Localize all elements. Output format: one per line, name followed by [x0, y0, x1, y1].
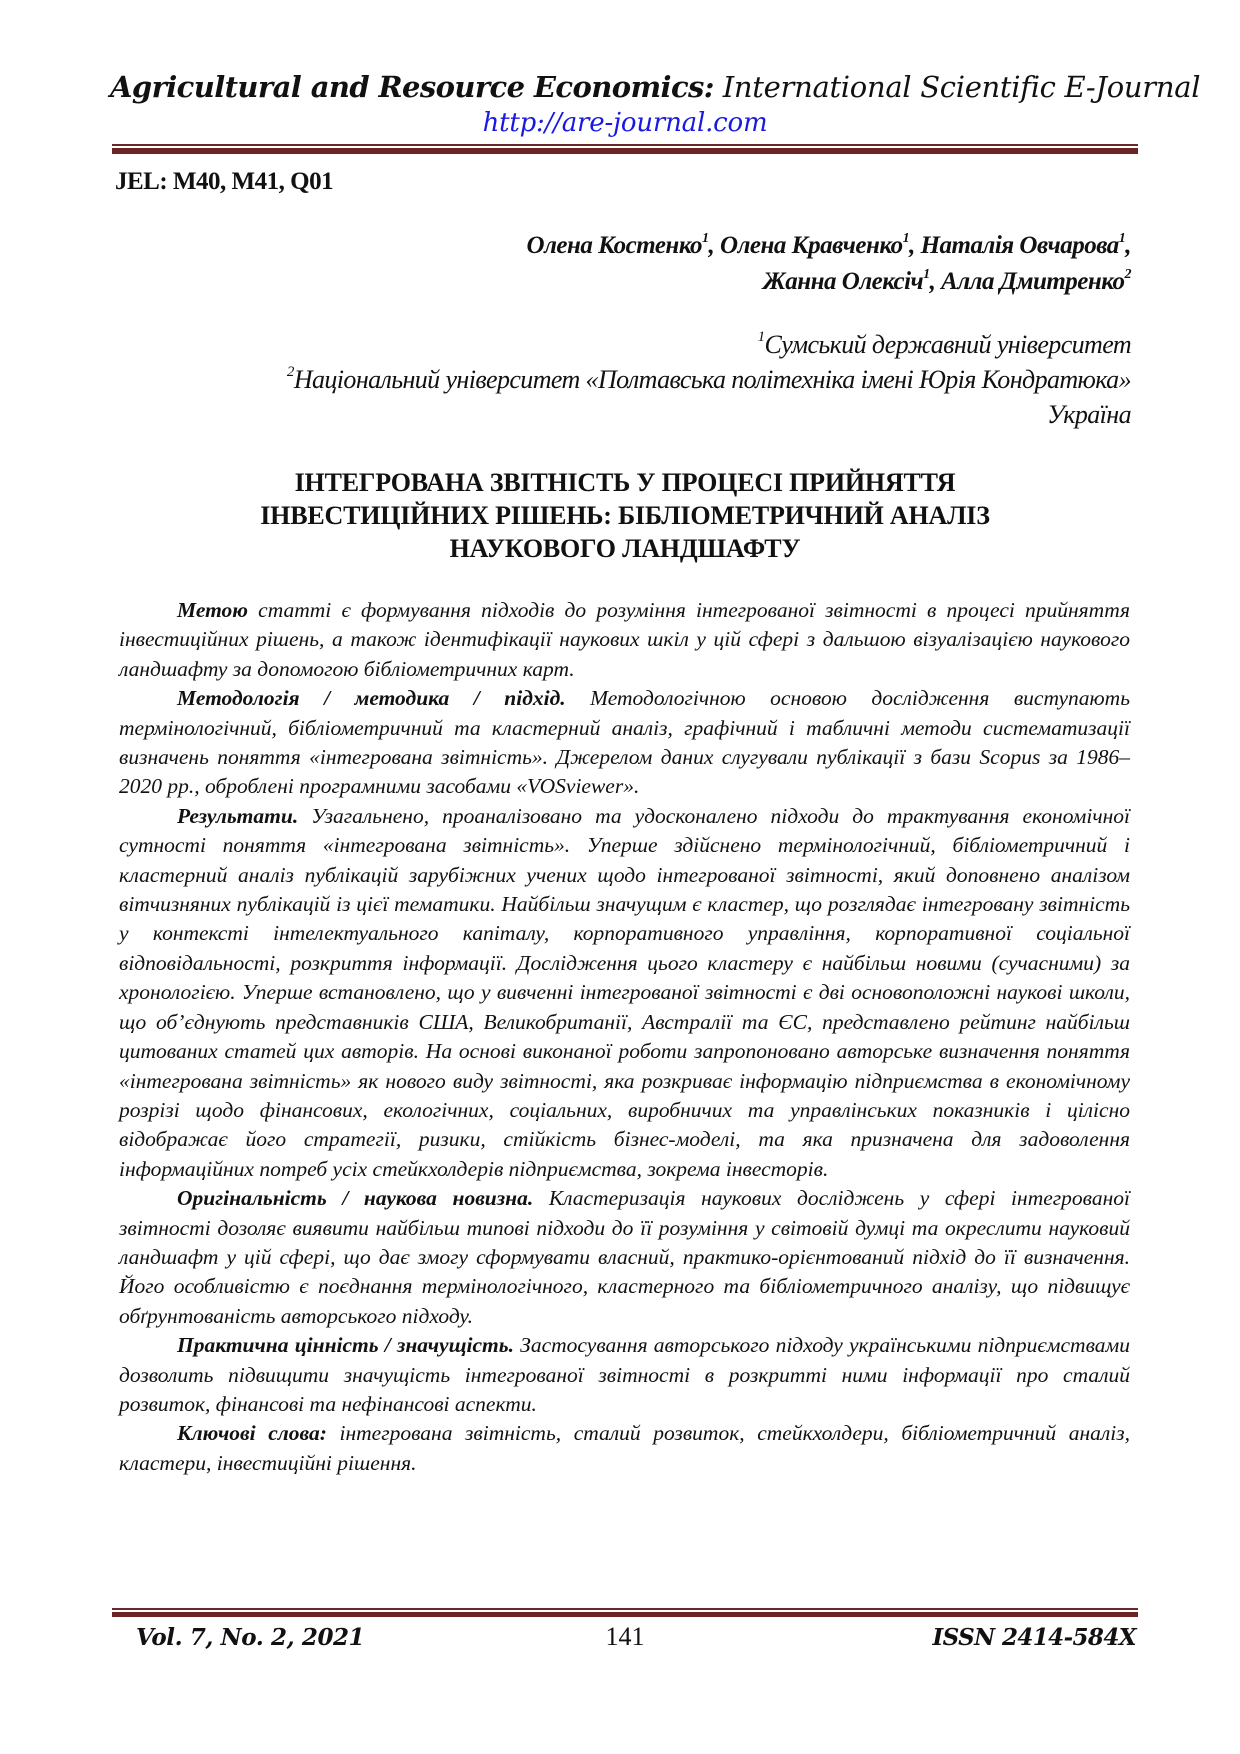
author-name: Наталія Овчарова	[920, 232, 1119, 259]
author-line-2: Жанна Олексіч$^1$, Алла Дмитренко$^2$	[762, 266, 1131, 295]
author-line-1: Олена Костенко$^1$, Олена Кравченко$^1$, Наталія Овчарова$^1$,	[526, 230, 1131, 259]
article-title: ІНТЕГРОВАНА ЗВІТНІСТЬ У ПРОЦЕСІ ПРИЙНЯТТЯ ІНВЕСТИЦІЙНИХ РІШЕНЬ: БІБЛІОМЕТРИЧНИЙ АНАЛІЗ НАУКОВОГО ЛАНДШАФТУ	[260, 468, 990, 563]
footer-volume: Vol. 7, No. 2, 2021	[136, 1624, 365, 1651]
author-affiliation-mark: 1	[923, 266, 930, 282]
author-affiliation-mark: 1	[1118, 230, 1126, 246]
journal-header	[110, 68, 1201, 140]
abstract-methodology: Методологія / методика / підхід. Методологічною основою дослідження виступають термінологічний, бібліометричний та кластерний аналіз, графічний і табличні методи систематизації визначень поняття «інтегрована звітність». Джерелом даних слугували публікації з бази Scopus за 1986–2020 рр., оброблені програмними засобами «VOSviewer».	[119, 686, 1130, 799]
journal-title-line	[110, 68, 1201, 106]
affiliation-2: $^2$Національний університет «Полтавська політехніка імені Юрія Кондратюка»	[286, 364, 1131, 394]
author-affiliation-mark: 1	[902, 230, 910, 246]
affiliation-country: Україна	[1047, 400, 1131, 429]
abstract-results: Результати. Узагальнено, проаналізовано та удосконалено підходи до трактування економічної сутності поняття «інтегрована звітність». Уперше здійснено термінологічний, бібліометричний і кластерний аналіз публікацій зарубіжних учених щодо інтегрованої звітності, який доповнено аналізом вітчизняних публікацій із цієї тематики. Найбільш значущим є кластер, що розглядає інтегровану звітність у контексті інтелектуального капіталу, корпоративного управління, корпоративної соціальної відповідальності, розкриття інформації. Дослідження цього кластеру є найбільш новими (сучасними) за хронологією. Уперше встановлено, що у вивченні інтегрованої звітності є дві основоположні наукові школи, що об’єднують представників США, Великобританії, Австралії та ЄС, представлено рейтинг найбільш цитованих статей цих авторів. На основі виконаної роботи запропоновано авторське визначення поняття «інтегрована звітність» як нового виду звітності, яка розкриває інформацію підприємства в економічному розрізі щодо фінансових, екологічних, соціальних, виробничих та управлінських показників і цілісно відображає його стратегії, ризики, стійкість бізнес-моделі, та яка призначена для задоволення інформаційних потреб усіх стейкхолдерів підприємства, зокрема інвесторів.	[119, 803, 1130, 1181]
section-label: Ключові слова:	[177, 1421, 327, 1446]
journal-url-link[interactable]: http://are-journal.com	[482, 108, 768, 138]
abstract-originality: Оригінальність / наукова новизна. Кластеризація наукових досліджень у сфері інтегрованої звітності дозоляє виявити найбільш типові підходи до її розуміння у світовій думці та окреслити науковий ландшафт у цій сфері, що дає змогу сформувати власний, практико-орієнтований підхід до її визначення. Його особливістю є поєднання термінологічного, кластерного та бібліометричного аналізу, що підвищує обґрунтованість авторського підходу.	[119, 1186, 1130, 1328]
journal-name: Agricultural and Resource Economics:	[110, 70, 714, 104]
section-label: Методологія / методика / підхід.	[177, 686, 566, 711]
author-name: Жанна Олексіч	[762, 268, 924, 295]
footer-issn: ISSN 2414-584X	[932, 1624, 1136, 1651]
page-number: 141	[605, 1622, 645, 1651]
author-affiliation-mark: 2	[1124, 266, 1131, 282]
abstract	[119, 596, 1130, 1478]
abstract-purpose: Метою статті є формування підходів до розуміння інтегрованої звітності в процесі прийняття інвестиційних рішень, а також ідентифікації наукових шкіл у цій сфері з дальшою візуалізацією наукового ландшафту за допомогою бібліометричних карт.	[119, 598, 1130, 681]
section-label: Практична цінність / значущість.	[177, 1333, 514, 1358]
author-list	[527, 228, 1131, 300]
section-label: Результати.	[177, 803, 299, 828]
footer-divider	[112, 1608, 1138, 1617]
affiliations	[287, 327, 1131, 432]
section-label: Оригінальність / наукова новизна.	[177, 1186, 534, 1211]
author-affiliation-mark: 1	[702, 230, 709, 246]
author-name: Олена Кравченко	[720, 232, 903, 259]
header-divider	[112, 144, 1138, 154]
jel-codes: JEL: M40, M41, Q01	[115, 168, 334, 195]
affiliation-1: $^1$Сумський державний університет	[757, 329, 1131, 359]
abstract-keywords: Ключові слова: інтегрована звітність, сталий розвиток, стейкхолдери, бібліометричний аналіз, кластери, інвестиційні рішення.	[119, 1421, 1130, 1475]
section-label: Метою	[177, 598, 248, 622]
author-name: Алла Дмитренко	[941, 268, 1125, 295]
journal-subtitle: International Scientific E-Journal	[713, 70, 1201, 104]
page-footer	[110, 1624, 1140, 1664]
author-name: Олена Костенко	[526, 232, 703, 259]
abstract-practical-value: Практична цінність / значущість. Застосування авторського підходу українськими підприємствами дозволить підвищити значущість інтегрованої звітності в розкритті ними інформації про сталий розвиток, фінансові та нефінансові аспекти.	[119, 1333, 1130, 1416]
